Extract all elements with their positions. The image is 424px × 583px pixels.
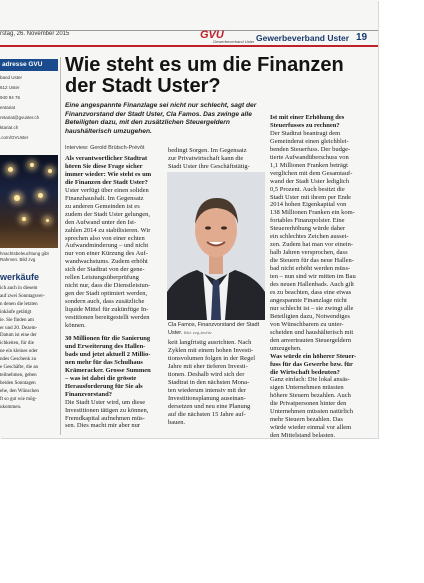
- header-accent-rule: [0, 45, 378, 47]
- sidebar-body: ich auch in diesem auf zwei Sonntagsver- n denen die letzten inkäufe getätigt ie. Sie finden am er und 20. Dezem- Datum ist eine der ichkeiten, für die ne ein kleines oder ndes Geschenk zu e Geschäfte, die an teilnehmen, geben beiden Sonntagen ehe, den Wünschen ft so gut wie mög- ukommen.: [0, 286, 45, 410]
- sidebar-address: [0, 73, 58, 143]
- article-headline: Wie steht es um die Finanzen der Stadt Uster?: [65, 54, 344, 97]
- address-line: 612 Uster: [0, 85, 20, 90]
- portrait-illustration: [167, 172, 265, 320]
- page-number: 19: [356, 32, 368, 43]
- address-line: entariat: [0, 105, 16, 110]
- article-lead: Eine angespannte Finanzlage sei nicht nur schlecht, sagt der Finanzvorstand der Stadt Uster, Cla Famos. Das zwinge alle Beteiligten dazu, mit den zusätzlichen Steuergeldern haushälterisch umzugehen.: [65, 102, 257, 136]
- issue-date: rstag, 26. November 2015: [0, 31, 70, 37]
- portrait-photo: [167, 172, 265, 320]
- photo-caption: Cla Famos, Finanzvorstand der Stadt Uster. Bild: zvg-Archiv: [168, 322, 260, 336]
- christmas-lights-photo: [0, 155, 58, 248]
- logo-mark: GVU: [200, 29, 224, 41]
- address-line: 940 94 76: [0, 95, 21, 100]
- logo-subtitle: Gewerbeverband Uster: [213, 39, 255, 44]
- article-column-1-lower: 30 Millionen für die Sanierung und Erweiterung des Hallen- bads und jetzt aktuell 2 Millio- nen mehr für das Schulhaus Krämeracker. Grosse Summen – was ist dabei die grösste Herausforderung für Sie als Finanzvorstand? Die Stadt Uster wird, um diese Investitionen tätigen zu können, Fremdkapital aufnehmen müs- sen. Dies macht mir aber nur: [65, 335, 151, 430]
- address-line: band Uster: [0, 75, 23, 80]
- sidebar-photo-caption: hnachtsbeleuchtung gibt Rahmen. Bild zvg: [0, 251, 49, 262]
- article-column-2-bottom: keit langfristig ausrichten. Nach Zyklen mit einem hohen Investi- tionsvolumen folgen in der Regel Jahre mit eher tieferen Investi- tionen. Deshalb wird sich der Stadtrat in den nächsten Mona- ten wiederum intensiv mit der Investitionsplanung auseinan- dersetzen und neu eine Planung auf die nächsten 15 Jahre auf- bauen.: [168, 339, 256, 426]
- sidebar-divider: [60, 57, 61, 435]
- sidebar-section-title: werkäufe: [0, 272, 40, 282]
- address-line: retariat@gvuster.ch: [0, 115, 40, 120]
- sidebar-box-title: adresse GVU: [0, 59, 58, 71]
- article-column-1: Als verantwortlicher Stadtrat hören Sie diese Frage sicher immer wieder: Wie steht es um die Finanzen der Stadt Uster? Uster verfügt über einen soliden Finanzhaushalt. Im Gegensatz zu anderen Gemeinden ist es zudem der Stadt Uster gelungen, den Aufwand unter den Ist- zahlen 2014 zu stabilisieren. Wir sprechen also von einer echten Aufwandminderung – und nicht nur von einer Kürzung des Auf- wandwachstums. Zudem erhöht sich der Stadtrat von der gene- rellen Leistungsüberprüfung nicht nur, dass die Dienstleistun- gen der Stadt optimiert werden, sondern auch, dass zusätzliche liquide Mittel für zukünftige In- vestitionen bereitgestellt werden können.: [65, 155, 152, 330]
- address-line: .com/GVUster: [0, 135, 29, 140]
- address-line: ktariat.ch: [0, 125, 19, 130]
- photo-credit: Bild: zvg-Archiv: [183, 330, 212, 335]
- article-byline: Interview: Gerold Brütsch-Prévôt: [65, 145, 145, 151]
- header-rule: [0, 30, 378, 31]
- article-column-3: Ist mit einer Erhöhung des Steuerfusses zu rechnen? Der Stadtrat beantragt dem Gemeinderat einen gleichblei- benden Steuerfuss. Der budge- tierte Aufwandüberschuss von 1,1 Millionen Franken beträgt verglichen mit dem Gesamtauf- wand der Stadt Uster lediglich 0,5 Prozent. Auch besitzt die Stadt Uster mit ihrem per Ende 2014 hohen Eigenkapital von 138 Millionen Franken ein kom- fortables Finanzpolster. Eine Steuererhöhung würde daher ein schlechtes Zeichen ausset- zen. Zudem hat man vor einein- halb Jahren versprochen, dass die Steuern für das neue Hallen- bad nicht erhöht werden müss- ten – nun sind wir mitten im Bau des neuen Hallenbads. Auch gilt es zu beachten, dass eine etwas angespannte Finanzlage nicht nur schlecht ist – sie zwingt alle Beteiligten dazu, Notwendiges von Wünschbarem zu unter- scheiden und haushälterisch mit den anvertrauten Steuergeldern umzugehen. Was würde ein höherer Steuer- fuss für das Gewerbe bzw. für die Wirtschaft bedeuten? Ganz einfach: Die lokal ansäs- sigen Unternehmen müssten höhere Steuern bezahlen. Auch die Privatpersonen hinter den Unternehmen müssten natürlich mehr Steuern bezahlen. Das würde wieder einmal vor allem den Mittelstand belasten.: [270, 114, 357, 438]
- section-title: Gewerbeverband Uster: [256, 33, 350, 43]
- article-column-2-top: bedingt Sorgen. Im Gegensatz zur Privatwirtschaft kann die Stadt Uster ihre Geschäftstätig-: [168, 147, 250, 170]
